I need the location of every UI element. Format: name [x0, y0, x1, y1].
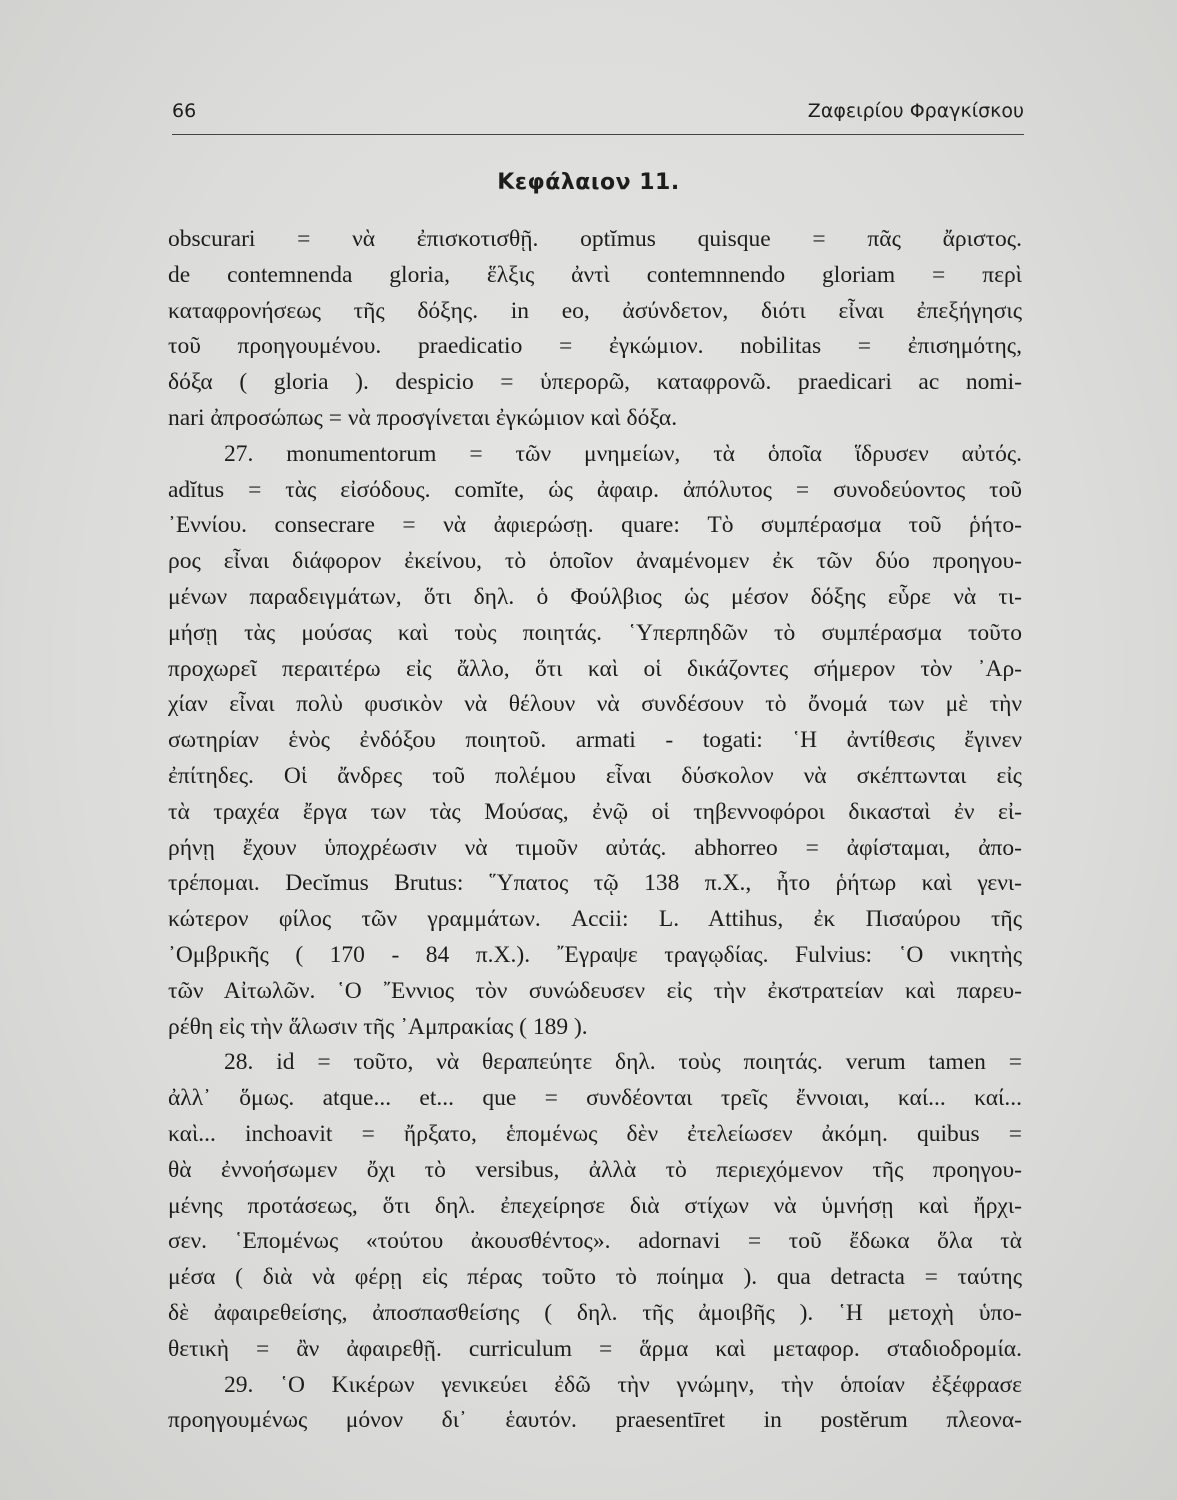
text-line: ᾿Ομβρικῆς ( 170 - 84 π.Χ.). ῎Εγραψε τραγῳδίας. Fulvius: ῾Ο νικητὴς — [168, 941, 1022, 968]
page-header — [172, 96, 1024, 135]
body-text — [168, 222, 1022, 1439]
text-line: ᾿Εννίου. consecrare = νὰ ἀφιερώσῃ. quare: Τὸ συμπέρασμα τοῦ ῥήτο- — [168, 512, 1022, 539]
text-line: ρέθη εἰς τὴν ἅλωσιν τῆς ᾿Αμπρακίας ( 189 ). — [168, 1013, 588, 1040]
text-line: καταφρονήσεως τῆς δόξης. in eo, ἀσύνδετον, διότι εἶναι ἐπεξήγησις — [168, 297, 1022, 324]
running-head: Ζαφειρίου Φραγκίσκου — [807, 100, 1024, 122]
text-line: σωτηρίαν ἑνὸς ἐνδόξου ποιητοῦ. armati - togati: ῾Η ἀντίθεσις ἔγινεν — [168, 727, 1022, 754]
text-line: μήσῃ τὰς μούσας καὶ τοὺς ποιητάς. ῾Υπερπηδῶν τὸ συμπέρασμα τοῦτο — [168, 619, 1022, 646]
text-line: ρήνῃ ἔχουν ὑποχρέωσιν νὰ τιμοῦν αὐτάς. abhorreo = ἀφίσταμαι, ἀπο- — [168, 834, 1022, 861]
page-number: 66 — [172, 100, 197, 122]
text-line: προηγουμένως μόνον δι᾿ ἑαυτόν. praesentīret in postĕrum πλεονα- — [168, 1407, 1022, 1434]
text-line: σεν. ῾Επομένως «τούτου ἀκουσθέντος». adornavi = τοῦ ἔδωκα ὅλα τὰ — [168, 1228, 1022, 1255]
text-line: δόξα ( gloria ). despicio = ὑπερορῶ, καταφρονῶ. praedicari ac nomi- — [168, 369, 1022, 396]
text-line: 29. ῾Ο Κικέρων γενικεύει ἐδῶ τὴν γνώμην, τὴν ὁποίαν ἐξέφρασε — [224, 1371, 1022, 1398]
text-line: obscurari = νὰ ἐπισκοτισθῇ. optĭmus quisque = πᾶς ἄριστος. — [168, 226, 1022, 252]
text-line: τῶν Αἰτωλῶν. ῾Ο ῎Εννιος τὸν συνώδευσεν εἰς τὴν ἐκστρατείαν καὶ παρευ- — [168, 977, 1022, 1004]
text-line: de contemnenda gloria, ἕλξις ἀντὶ contemnnendo gloriam = περὶ — [168, 261, 1022, 288]
text-line: μένων παραδειγμάτων, ὅτι δηλ. ὁ Φούλβιος ὡς μέσον δόξης εὗρε νὰ τι- — [168, 583, 1022, 610]
text-line: 28. id = τοῦτο, νὰ θεραπεύητε δηλ. τοὺς ποιητάς. verum tamen = — [224, 1049, 1022, 1076]
text-line: ρος εἶναι διάφορον ἐκείνου, τὸ ὁποῖον ἀναμένομεν ἐκ τῶν δύο προηγου- — [168, 548, 1022, 575]
text-line: τοῦ προηγουμένου. praedicatio = ἐγκώμιον. nobilitas = ἐπισημότης, — [168, 333, 1022, 360]
text-line: τὰ τραχέα ἔργα των τὰς Μούσας, ἐνῷ οἱ τηβεννοφόροι δικασταὶ ἐν εἰ- — [168, 798, 1022, 825]
text-line: μέσα ( διὰ νὰ φέρῃ εἰς πέρας τοῦτο τὸ ποίημα ). qua detracta = ταύτης — [168, 1264, 1022, 1291]
text-line: χίαν εἶναι πολὺ φυσικὸν νὰ θέλουν νὰ συνδέσουν τὸ ὄνομά των μὲ τὴν — [168, 691, 1022, 718]
text-line: nari ἀπροσώπως = νὰ προσγίνεται ἐγκώμιον καὶ δόξα. — [168, 404, 678, 431]
text-line: τρέπομαι. Decĭmus Brutus: ῞Υπατος τῷ 138 π.Χ., ἦτο ῥήτωρ καὶ γενι- — [168, 870, 1022, 897]
text-line: ἐπίτηδες. Οἱ ἄνδρες τοῦ πολέμου εἶναι δύσκολον νὰ σκέπτωνται εἰς — [168, 762, 1022, 789]
text-line: adĭtus = τὰς εἰσόδους. comĭte, ὡς ἀφαιρ. ἀπόλυτος = συνοδεύοντος τοῦ — [168, 476, 1022, 503]
text-line: καὶ... inchoavit = ἤρξατο, ἑπομένως δὲν ἐτελείωσεν ἀκόμη. quibus = — [168, 1120, 1022, 1147]
text-line: προχωρεῖ περαιτέρω εἰς ἄλλο, ὅτι καὶ οἱ δικάζοντες σήμερον τὸν ᾿Αρ- — [168, 655, 1022, 682]
text-line: ἀλλ᾿ ὅμως. atque... et... que = συνδέονται τρεῖς ἔννοιαι, καί... καί... — [168, 1085, 1022, 1112]
text-line: θετικὴ = ἂν ἀφαιρεθῇ. curriculum = ἅρμα καὶ μεταφορ. σταδιοδρομία. — [168, 1335, 1022, 1362]
text-line: 27. monumentorum = τῶν μνημείων, τὰ ὁποῖα ἵδρυσεν αὐτός. — [224, 440, 1022, 467]
text-line: δὲ ἀφαιρεθείσης, ἀποσπασθείσης ( δηλ. τῆς ἀμοιβῆς ). ῾Η μετοχὴ ὑπο- — [168, 1299, 1022, 1326]
text-line: κώτερον φίλος τῶν γραμμάτων. Accii: L. Attihus, ἐκ Πισαύρου τῆς — [168, 906, 1022, 933]
text-line: θὰ ἐννοήσωμεν ὄχι τὸ versibus, ἀλλὰ τὸ περιεχόμενον τῆς προηγου- — [168, 1156, 1022, 1183]
chapter-title: Κεφάλαιον 11. — [497, 170, 680, 195]
text-line: μένης προτάσεως, ὅτι δηλ. ἐπεχείρησε διὰ στίχων νὰ ὑμνήσῃ καὶ ἤρχι- — [168, 1192, 1022, 1219]
